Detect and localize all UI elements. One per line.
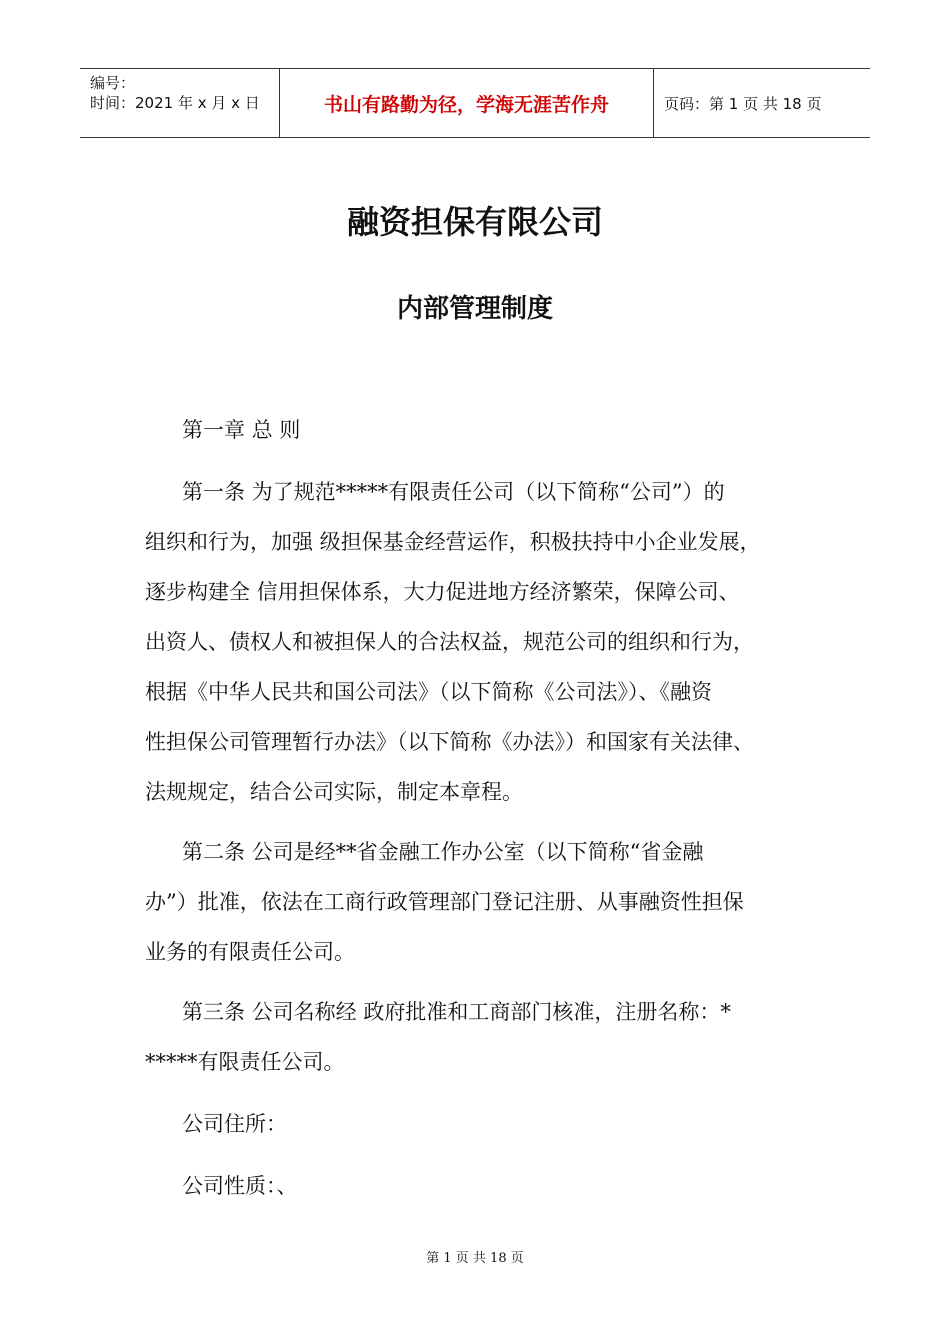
document-subtitle: 内部管理制度 — [396, 294, 553, 324]
text-line: 出资人、债权人和被担保人的合法权益，规范公司的组织和行为， — [145, 630, 754, 654]
text-line: 根据《中华人民共和国公司法》（以下简称《公司法》）、《融资 — [145, 680, 712, 704]
text-line: 公司住所： — [182, 1112, 287, 1136]
header-meta-cell — [80, 69, 280, 137]
text-line: 公司性质：、 — [182, 1174, 298, 1198]
text-line: 第一条 为了规范*****有限责任公司（以下简称“公司”）的 — [182, 480, 725, 504]
document-header — [80, 68, 870, 138]
page-code: 页码：第 1 页 共 18 页 — [664, 94, 822, 113]
text-line: 第三条 公司名称经 政府批准和工商部门核准，注册名称：* — [182, 1000, 731, 1024]
time-label: 时间：2021 年 x 月 x 日 — [90, 94, 260, 112]
text-line: 第二条 公司是经**省金融工作办公室（以下简称“省金融 — [182, 840, 704, 864]
text-line: *****有限责任公司。 — [145, 1050, 345, 1074]
chapter-heading: 第一章 总 则 — [182, 418, 301, 442]
text-line: 组织和行为，加强 级担保基金经营运作，积极扶持中小企业发展， — [145, 530, 761, 554]
header-page-cell — [654, 69, 870, 137]
text-line: 办”）批准，依法在工商行政管理部门登记注册、从事融资性担保 — [145, 890, 744, 914]
text-line: 业务的有限责任公司。 — [145, 940, 355, 964]
number-label: 编号： — [90, 74, 136, 92]
text-line: 法规规定，结合公司实际，制定本章程。 — [145, 780, 523, 804]
document-title: 融资担保有限公司 — [346, 203, 603, 241]
text-line: 逐步构建全 信用担保体系，大力促进地方经济繁荣，保障公司、 — [145, 580, 740, 604]
page-footer: 第 1 页 共 18 页 — [426, 1251, 524, 1266]
header-motto-cell — [280, 69, 654, 137]
text-line: 性担保公司管理暂行办法》（以下简称《办法》）和国家有关法律、 — [145, 730, 754, 754]
motto-text: 书山有路勤为径，学海无涯苦作舟 — [323, 93, 609, 116]
